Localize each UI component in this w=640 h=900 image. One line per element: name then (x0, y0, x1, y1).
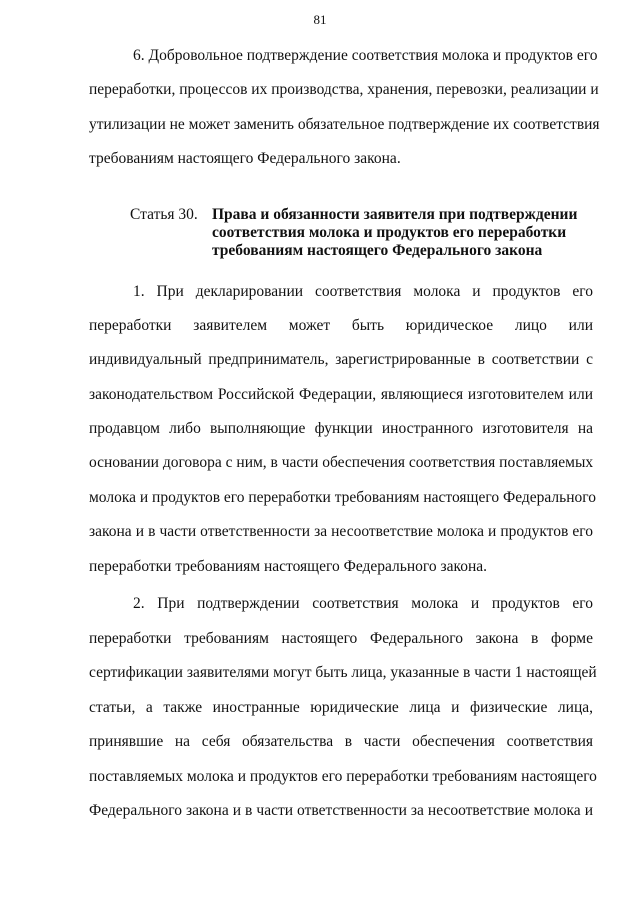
text-line: поставляемых молока и продуктов его переработки требованиям настоящего (89, 768, 597, 785)
text-line: молока и продуктов его переработки требованиям настоящего Федерального (89, 489, 596, 506)
text-line: утилизации не может заменить обязательное подтверждение их соответствия (89, 116, 600, 133)
text-line: требованиям настоящего Федерального закона. (89, 150, 401, 167)
text-line: 2. При подтверждении соответствия молока и продуктов его (133, 595, 593, 612)
text-line: переработки, процессов их производства, хранения, перевозки, реализации и (89, 81, 599, 98)
text-line: закона и в части ответственности за несоответствие молока и продуктов его (89, 523, 593, 540)
text-line: Федерального закона и в части ответственности за несоответствие молока и (89, 802, 593, 819)
text-line: сертификации заявителями могут быть лица, указанные в части 1 настоящей (89, 664, 597, 681)
article-title-line: Права и обязанности заявителя при подтверждении (212, 206, 578, 223)
text-line: индивидуальный предприниматель, зарегистрированные в соответствии с (89, 351, 593, 368)
article-title-line: соответствия молока и продуктов его переработки (212, 224, 567, 241)
text-line: законодательством Российской Федерации, являющиеся изготовителем или (89, 386, 593, 403)
text-line: переработки заявителем может быть юридическое лицо или (89, 317, 593, 334)
text-line: переработки требованиям настоящего Федерального закона в форме (89, 630, 593, 647)
text-line: 1. При декларировании соответствия молока и продуктов его (133, 283, 593, 300)
page-number: 81 (313, 12, 327, 27)
text-line: статьи, а также иностранные юридические лица и физические лица, (89, 699, 593, 716)
article-title (212, 206, 577, 260)
text-line: принявшие на себя обязательства в части обеспечения соответствия (89, 733, 593, 750)
text-line: основании договора с ним, в части обеспечения соответствия поставляемых (89, 454, 594, 471)
text-line: продавцом либо выполняющие функции иностранного изготовителя на (89, 420, 593, 437)
article-number: Статья 30. (130, 206, 198, 223)
article-title-line: требованиям настоящего Федерального закона (212, 242, 543, 259)
text-line: переработки требованиям настоящего Федерального закона. (89, 558, 488, 575)
text-line: 6. Добровольное подтверждение соответствия молока и продуктов его (133, 47, 598, 64)
